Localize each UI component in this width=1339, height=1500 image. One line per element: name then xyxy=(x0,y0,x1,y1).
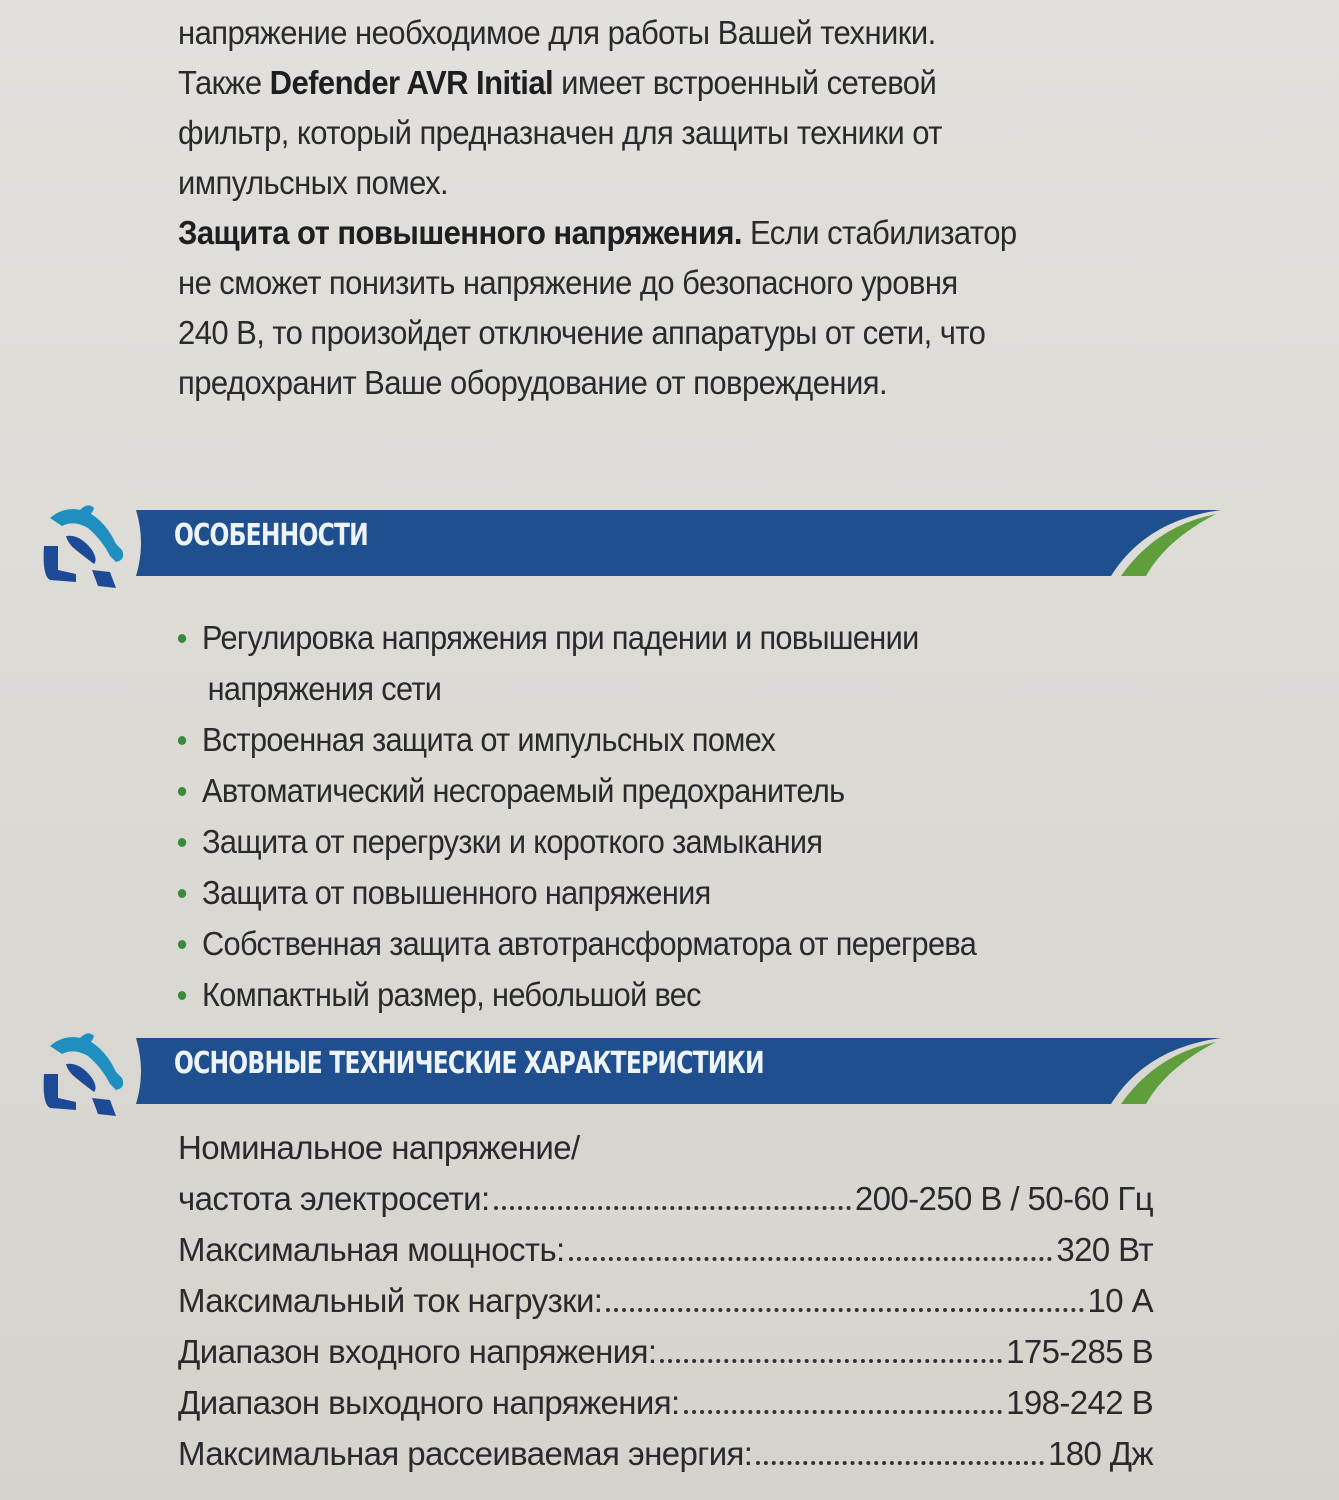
protection-line: 240 В, то произойдет отключение аппаратуры от сети, что xyxy=(178,314,986,351)
dot-leader xyxy=(606,1308,1083,1312)
list-item xyxy=(176,612,976,714)
intro-line xyxy=(178,58,1174,108)
feature-text: Собственная защита автотрансформатора от перегрева xyxy=(202,925,977,962)
spec-row xyxy=(178,1275,1153,1326)
spec-value: 198-242 В xyxy=(1006,1384,1153,1421)
section-title: ОСОБЕННОСТИ xyxy=(174,518,368,553)
bullet-icon xyxy=(178,634,186,643)
defender-logo-icon xyxy=(36,1028,136,1118)
spec-label: Диапазон выходного напряжения: xyxy=(178,1384,680,1421)
intro-line: импульсных помех. xyxy=(178,164,449,201)
intro-text-span: имеет встроенный сетевой xyxy=(553,64,937,101)
bullet-icon xyxy=(178,991,186,1000)
protection-line: предохранит Ваше оборудование от повреждения. xyxy=(178,364,888,401)
spec-label: Максимальный ток нагрузки: xyxy=(178,1282,603,1319)
defender-logo-icon xyxy=(36,500,136,590)
spec-label: Диапазон входного напряжения: xyxy=(178,1333,657,1370)
brand-name: Defender AVR Initial xyxy=(269,64,554,101)
features-list xyxy=(176,612,1036,1020)
protection-line xyxy=(178,208,1174,258)
list-item xyxy=(176,765,976,816)
list-item xyxy=(176,918,976,969)
features-header xyxy=(36,500,1226,590)
feature-text: Защита от перегрузки и короткого замыкания xyxy=(202,823,823,860)
feature-text: Регулировка напряжения при падении и повышении xyxy=(202,619,919,656)
intro-line: напряжение необходимое для работы Вашей техники. xyxy=(178,14,936,51)
list-item xyxy=(176,714,976,765)
bullet-icon xyxy=(178,889,186,898)
spec-value: 10 А xyxy=(1087,1282,1153,1319)
dot-leader xyxy=(756,1461,1044,1465)
dot-leader xyxy=(660,1359,1002,1363)
bullet-icon xyxy=(178,940,186,949)
list-item xyxy=(176,969,976,1020)
spec-row xyxy=(178,1224,1153,1275)
spec-value: 200-250 В / 50-60 Гц xyxy=(854,1180,1153,1217)
spec-row xyxy=(178,1173,1153,1224)
spec-row xyxy=(178,1326,1153,1377)
spec-value: 175-285 В xyxy=(1006,1333,1153,1370)
feature-text: Встроенная защита от импульсных помех xyxy=(202,721,776,758)
intro-line: фильтр, который предназначен для защиты техники от xyxy=(178,114,942,151)
intro-text-span: Также xyxy=(178,64,270,101)
intro-text xyxy=(178,8,1174,408)
spec-row xyxy=(178,1377,1153,1428)
list-item xyxy=(176,816,976,867)
bullet-icon xyxy=(178,838,186,847)
protection-heading: Защита от повышенного напряжения. xyxy=(178,214,742,251)
protection-text: Если стабилизатор xyxy=(741,214,1017,251)
bullet-icon xyxy=(178,787,186,796)
feature-text: Защита от повышенного напряжения xyxy=(202,874,711,911)
spec-label-line: Номинальное напряжение/ xyxy=(178,1129,580,1166)
feature-text: Автоматический несгораемый предохранитель xyxy=(202,772,845,809)
spec-value: 320 Вт xyxy=(1056,1231,1153,1268)
spec-label: частота электросети: xyxy=(178,1180,490,1217)
dot-leader xyxy=(684,1410,1003,1414)
protection-line: не сможет понизить напряжение до безопасного уровня xyxy=(178,264,958,301)
dot-leader xyxy=(494,1206,851,1210)
dot-leader xyxy=(569,1257,1053,1261)
section-title: ОСНОВНЫЕ ТЕХНИЧЕСКИЕ ХАРАКТЕРИСТИКИ xyxy=(174,1046,764,1081)
list-item xyxy=(176,867,976,918)
spec-label: Максимальная рассеиваемая энергия: xyxy=(178,1435,753,1472)
specs-header xyxy=(36,1028,1226,1118)
bullet-icon xyxy=(178,736,186,745)
feature-text: Компактный размер, небольшой вес xyxy=(202,976,701,1013)
spec-row xyxy=(178,1428,1153,1479)
spec-value: 180 Дж xyxy=(1047,1435,1153,1472)
feature-text-continued: напряжения сети xyxy=(207,670,442,707)
specs-table xyxy=(178,1122,1153,1479)
spec-label: Максимальная мощность: xyxy=(178,1231,565,1268)
